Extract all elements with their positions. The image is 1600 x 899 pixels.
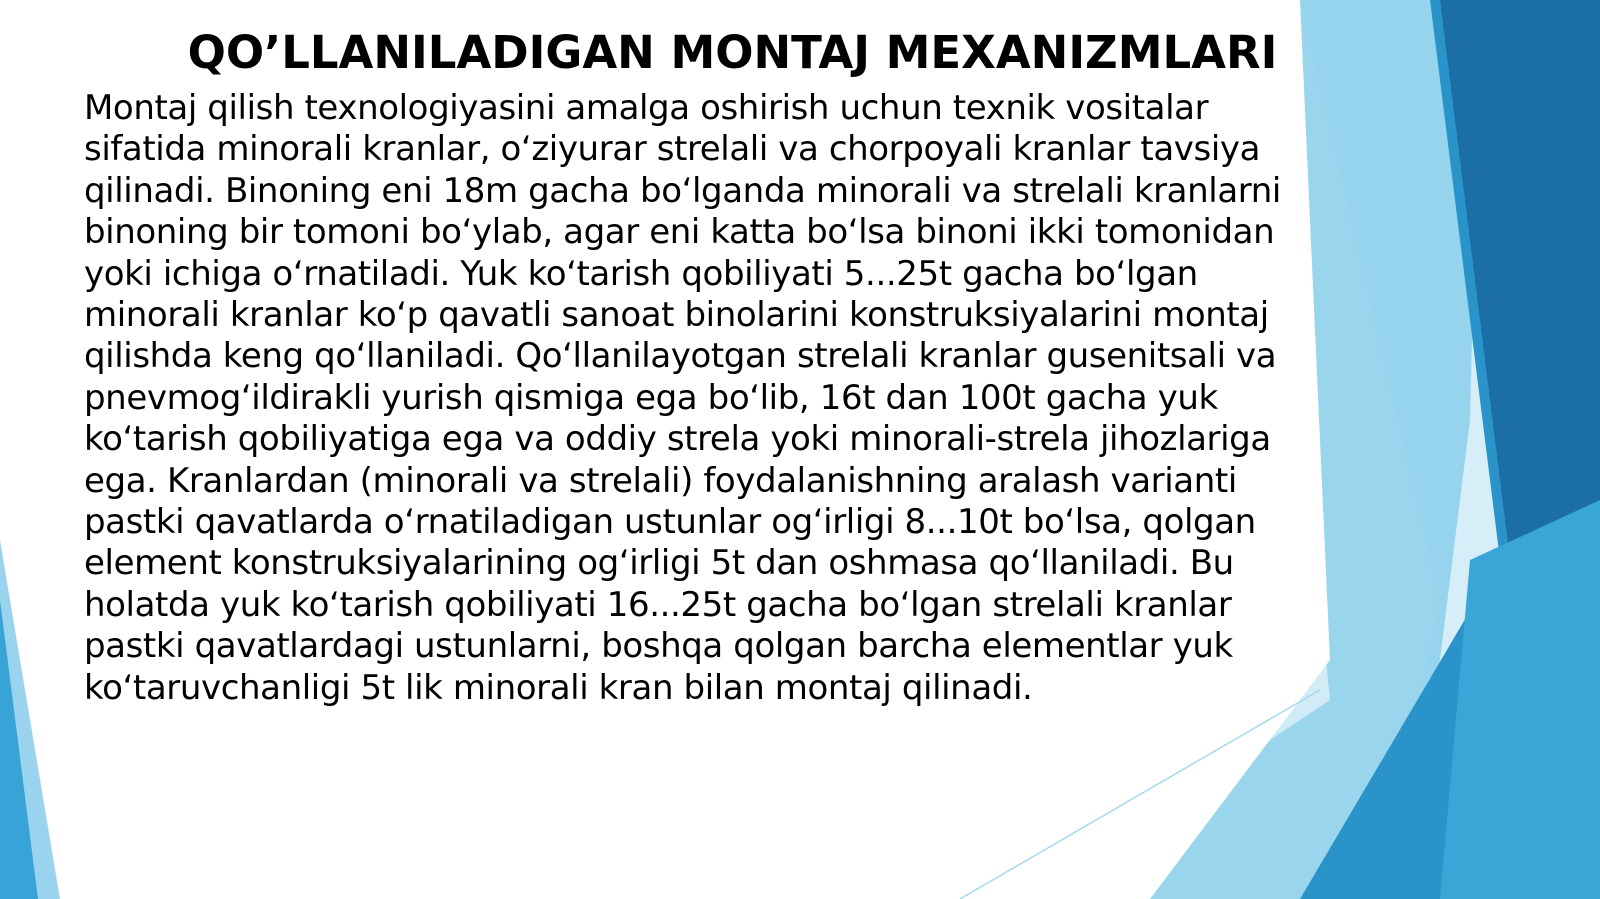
body-line: binoning bir tomoni boʻylab, agar eni katta boʻlsa binoni ikki tomonidan (84, 212, 1275, 253)
body-line: element konstruksiyalarining ogʻirligi 5t dan oshmasa qoʻllaniladi. Bu (84, 543, 1234, 584)
body-line: pnevmogʻildirakli yurish qismiga ega boʻlib, 16t dan 100t gacha yuk (84, 377, 1218, 418)
body-line: Montaj qilish texnologiyasini amalga oshirish uchun texnik vositalar (84, 88, 1209, 128)
slide-body-text (84, 88, 1384, 709)
body-line: koʻtaruvchanligi 5t lik minorali kran bilan montaj qilinadi. (84, 667, 1033, 708)
body-line: holatda yuk koʻtarish qobiliyati 16...25t gacha boʻlgan strelali kranlar (84, 584, 1232, 625)
body-line: minorali kranlar koʻp qavatli sanoat binolarini konstruksiyalarini montaj (84, 295, 1269, 336)
body-line: ega. Kranlardan (minorali va strelali) foydalanishning aralash varianti (84, 460, 1237, 501)
body-line: pastki qavatlarda oʻrnatiladigan ustunlar ogʻirligi 8...10t boʻlsa, qolgan (84, 502, 1256, 543)
body-line: yoki ichiga oʻrnatiladi. Yuk koʻtarish qobiliyati 5...25t gacha boʻlgan (84, 253, 1198, 294)
body-line: koʻtarish qobiliyatiga ega va oddiy strela yoki minorali-strela jihozlariga (84, 419, 1271, 460)
body-line: qilishda keng qoʻllaniladi. Qoʻllanilayotgan strelali kranlar gusenitsali va (84, 336, 1277, 377)
body-line: sifatida minorali kranlar, oʻziyurar strelali va chorpoyali kranlar tavsiya (84, 129, 1261, 170)
body-line: qilinadi. Binoning eni 18m gacha boʻlganda minorali va strelali kranlarni (84, 170, 1281, 211)
body-line: pastki qavatlardagi ustunlarni, boshqa qolgan barcha elementlar yuk (84, 626, 1233, 667)
slide-title: QO’LLANILADIGAN MONTAJ MEXANIZMLARI (187, 26, 1278, 79)
